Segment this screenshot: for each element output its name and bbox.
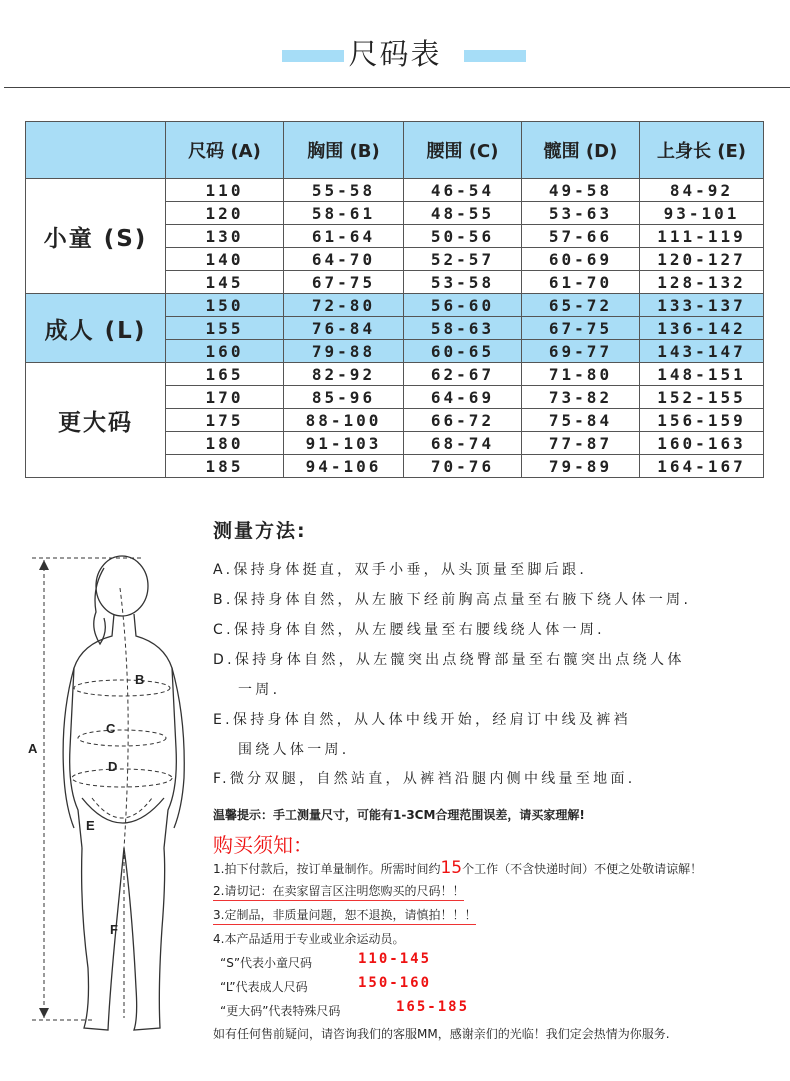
size-l-code: 150-160 <box>358 975 432 991</box>
cell-chest: 67-75 <box>284 271 404 294</box>
cell-size: 110 <box>166 179 284 202</box>
method-line-e-cont: 围绕人体一周. <box>238 742 350 758</box>
cell-upper-body: 143-147 <box>640 340 764 363</box>
cell-hip: 65-72 <box>522 294 640 317</box>
title-divider <box>4 87 790 88</box>
cell-hip: 60-69 <box>522 248 640 271</box>
figure-label-d: D <box>108 759 118 774</box>
cell-waist: 70-76 <box>404 455 522 478</box>
header-hip: 髋围 (D) <box>522 122 640 179</box>
method-line-d-cont: 一周. <box>238 682 281 698</box>
cell-hip: 79-89 <box>522 455 640 478</box>
cell-upper-body: 156-159 <box>640 409 764 432</box>
cell-upper-body: 111-119 <box>640 225 764 248</box>
cell-size: 140 <box>166 248 284 271</box>
cell-upper-body: 133-137 <box>640 294 764 317</box>
group-label: 成人 (L) <box>26 294 166 363</box>
cell-chest: 58-61 <box>284 202 404 225</box>
size-table-header <box>26 122 764 179</box>
cell-waist: 48-55 <box>404 202 522 225</box>
cell-upper-body: 148-151 <box>640 363 764 386</box>
group-label: 更大码 <box>26 363 166 478</box>
header-size: 尺码 (A) <box>166 122 284 179</box>
title-area <box>0 28 790 80</box>
notice-item-3-text: 3.定制品，非质量问题，恕不退换，请慎拍！！！ <box>213 908 476 925</box>
cell-chest: 72-80 <box>284 294 404 317</box>
figure-label-a: A <box>28 741 38 756</box>
cell-hip: 69-77 <box>522 340 640 363</box>
figure-label-b: B <box>135 672 145 687</box>
cell-chest: 79-88 <box>284 340 404 363</box>
cell-size: 165 <box>166 363 284 386</box>
table-row <box>26 363 764 386</box>
figure-label-f: F <box>110 922 118 937</box>
cell-hip: 71-80 <box>522 363 640 386</box>
cell-chest: 94-106 <box>284 455 404 478</box>
notice-title: 购买须知： <box>213 833 313 857</box>
method-line-c: C.保持身体自然，从左腰线量至右腰线绕人体一周. <box>213 622 605 638</box>
table-row <box>26 294 764 317</box>
cell-waist: 60-65 <box>404 340 522 363</box>
cell-waist: 53-58 <box>404 271 522 294</box>
notice-item-2-text: 2.请切记：在卖家留言区注明您购买的尺码！！ <box>213 884 464 901</box>
cell-waist: 62-67 <box>404 363 522 386</box>
notice-item-1-text-b: 个工作（不含快递时间）不便之处敬请谅解！ <box>462 862 703 876</box>
header-chest: 胸围 (B) <box>284 122 404 179</box>
cell-upper-body: 164-167 <box>640 455 764 478</box>
method-line-f: F.微分双腿，自然站直，从裤裆沿腿内侧中线量至地面. <box>213 771 636 787</box>
cell-chest: 76-84 <box>284 317 404 340</box>
cell-hip: 49-58 <box>522 179 640 202</box>
size-l-label: “L”代表成人尺码 <box>220 980 308 994</box>
cell-upper-body: 128-132 <box>640 271 764 294</box>
notice-item-1 <box>213 858 702 878</box>
cell-waist: 58-63 <box>404 317 522 340</box>
figure-label-c: C <box>106 721 116 736</box>
cell-upper-body: 84-92 <box>640 179 764 202</box>
cell-upper-body: 136-142 <box>640 317 764 340</box>
cell-waist: 56-60 <box>404 294 522 317</box>
cell-size: 130 <box>166 225 284 248</box>
cell-waist: 64-69 <box>404 386 522 409</box>
cell-chest: 64-70 <box>284 248 404 271</box>
cell-chest: 82-92 <box>284 363 404 386</box>
cell-chest: 88-100 <box>284 409 404 432</box>
header-upper-body: 上身长 (E) <box>640 122 764 179</box>
cell-waist: 68-74 <box>404 432 522 455</box>
size-s-code: 110-145 <box>358 951 432 967</box>
size-xl-label: “更大码”代表特殊尺码 <box>220 1004 341 1018</box>
cell-upper-body: 152-155 <box>640 386 764 409</box>
cell-waist: 52-57 <box>404 248 522 271</box>
notice-item-4: 4.本产品适用于专业或业余运动员。 <box>213 932 405 946</box>
size-s-label: “S”代表小童尺码 <box>220 956 313 970</box>
cell-hip: 67-75 <box>522 317 640 340</box>
cell-hip: 61-70 <box>522 271 640 294</box>
notice-item-1-text-a: 1.拍下付款后，按订单量制作。所需时间约 <box>213 862 441 876</box>
cell-size: 180 <box>166 432 284 455</box>
cell-waist: 66-72 <box>404 409 522 432</box>
group-label: 小童 (S) <box>26 179 166 294</box>
header-waist: 腰围 (C) <box>404 122 522 179</box>
cell-size: 145 <box>166 271 284 294</box>
cell-size: 120 <box>166 202 284 225</box>
cell-size: 160 <box>166 340 284 363</box>
figure-label-e: E <box>86 818 95 833</box>
cell-hip: 73-82 <box>522 386 640 409</box>
size-table <box>25 121 764 478</box>
cell-size: 185 <box>166 455 284 478</box>
method-line-b: B.保持身体自然，从左腋下经前胸高点量至右腋下绕人体一周. <box>213 592 692 608</box>
header-blank-cell <box>26 122 166 179</box>
body-measurement-figure <box>22 548 212 1048</box>
cell-hip: 53-63 <box>522 202 640 225</box>
cell-upper-body: 120-127 <box>640 248 764 271</box>
method-line-e: E.保持身体自然，从人体中线开始，经肩订中线及裤裆 <box>213 712 631 728</box>
method-title: 测量方法: <box>213 520 307 542</box>
cell-size: 170 <box>166 386 284 409</box>
cell-chest: 85-96 <box>284 386 404 409</box>
cell-waist: 46-54 <box>404 179 522 202</box>
cell-size: 150 <box>166 294 284 317</box>
notice-item-2 <box>213 882 464 899</box>
cell-hip: 75-84 <box>522 409 640 432</box>
method-line-a: A.保持身体挺直，双手小垂，从头顶量至脚后跟. <box>213 562 588 578</box>
page-title: 尺码表 <box>348 37 442 71</box>
method-line-d: D.保持身体自然，从左髋突出点绕臀部量至右髋突出点绕人体 <box>213 652 685 668</box>
warm-tip: 温馨提示：手工测量尺寸，可能有1-3CM合理范围误差，请买家理解! <box>213 808 585 822</box>
cell-waist: 50-56 <box>404 225 522 248</box>
cell-hip: 77-87 <box>522 432 640 455</box>
cell-upper-body: 160-163 <box>640 432 764 455</box>
size-xl-code: 165-185 <box>396 999 470 1015</box>
title-decoration-left <box>282 50 344 62</box>
cell-upper-body: 93-101 <box>640 202 764 225</box>
cell-chest: 55-58 <box>284 179 404 202</box>
cell-size: 155 <box>166 317 284 340</box>
cell-chest: 91-103 <box>284 432 404 455</box>
notice-item-3 <box>213 906 476 923</box>
table-row <box>26 179 764 202</box>
notice-item-1-days: 15 <box>440 858 463 878</box>
cell-chest: 61-64 <box>284 225 404 248</box>
title-decoration-right <box>464 50 526 62</box>
cell-hip: 57-66 <box>522 225 640 248</box>
cell-size: 175 <box>166 409 284 432</box>
footer-note: 如有任何售前疑问，请咨询我们的客服MM，感谢亲们的光临！我们定会热情为你服务. <box>213 1027 670 1041</box>
